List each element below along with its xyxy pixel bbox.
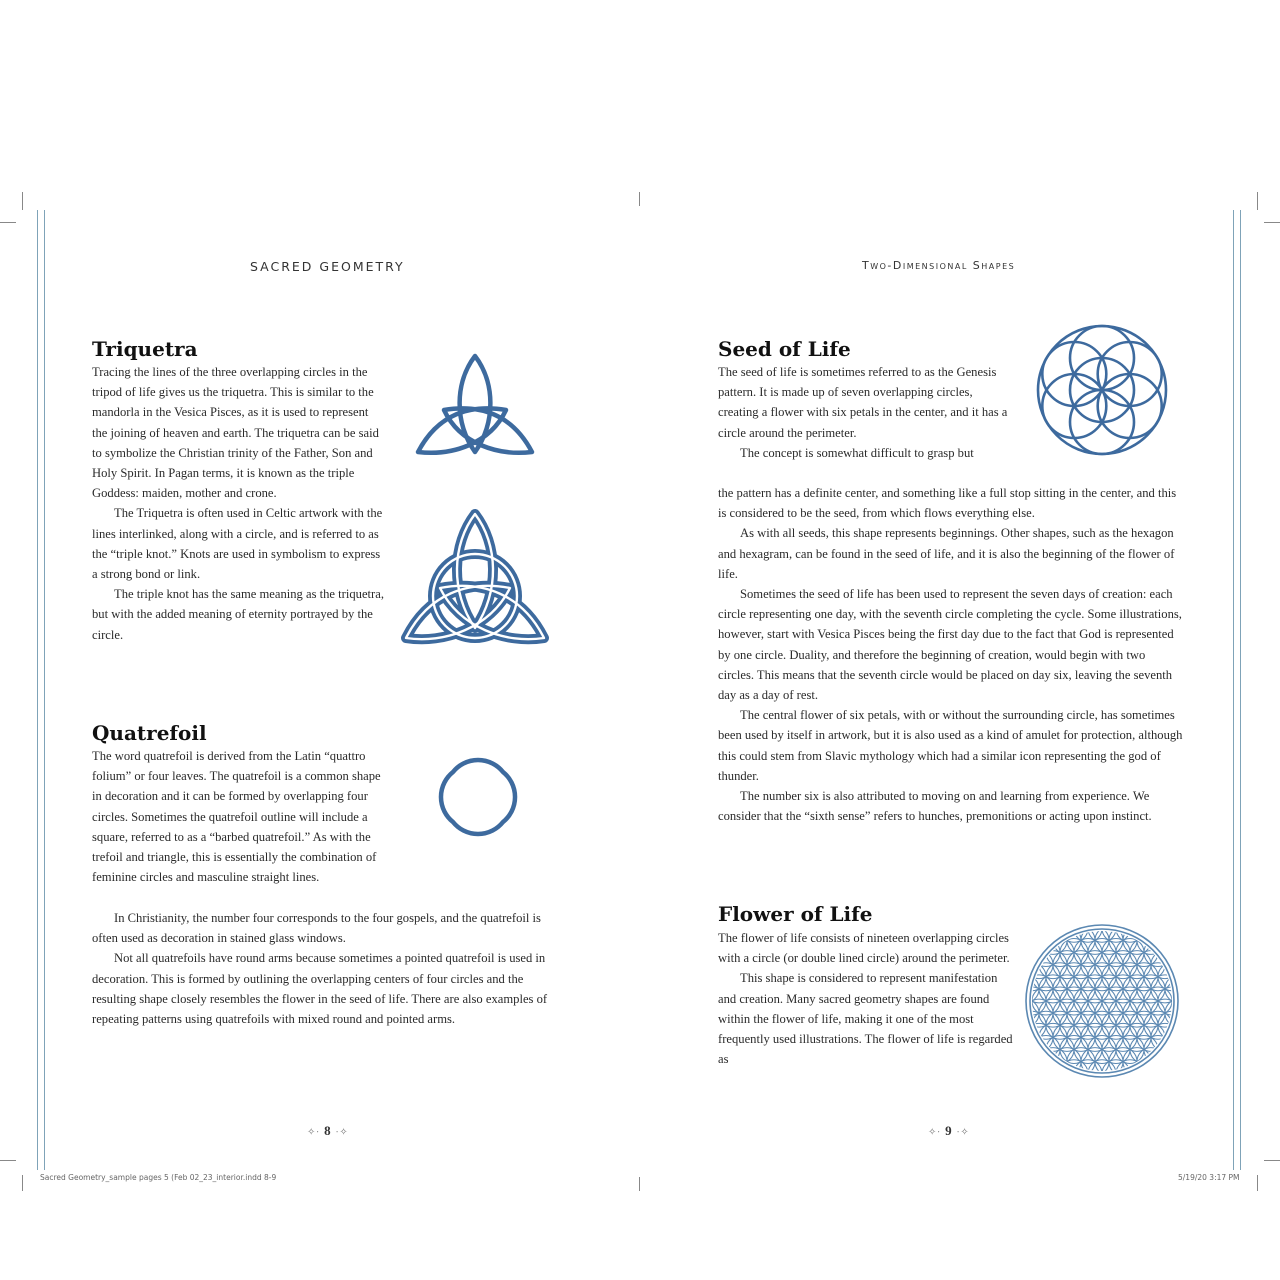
left-folio <box>307 1123 349 1139</box>
crop-mark <box>0 222 16 223</box>
lattice-circle <box>1165 999 1193 1027</box>
quatrefoil-heading: Quatrefoil <box>92 721 207 745</box>
seed-of-life-text-narrow <box>718 362 1014 463</box>
lattice-circle <box>1011 975 1039 1003</box>
quatrefoil-text-wide <box>92 908 562 1029</box>
paragraph: The triple knot has the same meaning as the triquetra, but with the added meaning of eternity portrayed by the circle. <box>92 587 384 642</box>
crop-mark <box>0 1160 16 1161</box>
paragraph: In Christianity, the number four corresponds to the four gospels, and the quatrefoil is often used as decoration in stained glass windows. <box>92 911 541 946</box>
triquetra-text <box>92 362 384 645</box>
crop-mark <box>1257 192 1258 210</box>
lattice-circle <box>1172 987 1200 1015</box>
paragraph: Not all quatrefoils have round arms because sometimes a pointed quatrefoil is used in decoration. This is formed by outlining the overlapping centers of four circles and the resulting shape closely resembles the flower in the seed of life. There are also examples of repeating patterns using quatrefoils with mixed round and pointed arms. <box>92 951 548 1027</box>
right-running-head: Two-Dimensional Shapes <box>862 259 1016 272</box>
folio-ornament-icon: ✧∙ <box>928 1127 941 1138</box>
paragraph: The seed of life is sometimes referred to as the Genesis pattern. It is made up of seven overlapping circles, creating a flower with six petals in the center, and it has a circle around the perimeter. <box>718 365 1008 440</box>
lattice-circle <box>1011 999 1039 1027</box>
page-number: 9 <box>945 1123 953 1138</box>
lattice-circle <box>1165 975 1193 1003</box>
paragraph: As with all seeds, this shape represents beginnings. Other shapes, such as the hexagon and hexagram, can be found in the seed of life, and it is also the beginning of the flower of life. <box>718 526 1175 581</box>
crop-mark <box>1264 1160 1280 1161</box>
page-number: 8 <box>324 1123 332 1138</box>
triple-knot-icon <box>400 508 550 648</box>
seed-of-life-heading: Seed of Life <box>718 337 851 361</box>
print-slug-left: Sacred Geometry_sample pages 5 (Feb 02_23_interior.indd 8-9 <box>40 1173 277 1182</box>
right-folio <box>928 1123 970 1139</box>
left-margin-rule-inner <box>44 210 45 1170</box>
paragraph: The Triquetra is often used in Celtic artwork with the lines interlinked, along with a circle, and is referred to as the “triple knot.” Knots are used in symbolism to express a strong bond or link. <box>92 506 383 582</box>
crop-mark <box>1257 1175 1258 1191</box>
triquetra-icon <box>410 352 540 462</box>
left-running-head: SACRED GEOMETRY <box>250 259 405 274</box>
paragraph: The word quatrefoil is derived from the Latin “quattro folium” or four leaves. The quatrefoil is a common shape in decoration and it can be formed by overlapping four circles. Sometimes the quatrefoil outline will include a square, referred to as a “barbed quatrefoil.” As with the trefoil and triangle, this is essentially the combination of feminine circles and masculine straight lines. <box>92 749 381 885</box>
triquetra-heading: Triquetra <box>92 337 198 361</box>
right-margin-rule-inner <box>1233 210 1234 1170</box>
crop-mark <box>22 192 23 210</box>
paragraph: This shape is considered to represent manifestation and creation. Many sacred geometry shapes are found within the flower of life, making it one of the most frequently used illustrations. The flower of life is regarded as <box>718 971 1013 1067</box>
seed-of-life-icon <box>1032 320 1172 460</box>
flower-of-life-heading: Flower of Life <box>718 902 873 926</box>
left-margin-rule-outer <box>37 210 38 1170</box>
print-slug-right: 5/19/20 3:17 PM <box>1178 1173 1240 1182</box>
right-margin-rule-outer <box>1240 210 1241 1170</box>
folio-ornament-icon: ✧∙ <box>307 1127 320 1138</box>
seed-of-life-text-wide <box>718 483 1184 826</box>
paragraph: The number six is also attributed to moving on and learning from experience. We consider that the “sixth sense” refers to hunches, premonitions or acting upon instinct. <box>718 789 1152 824</box>
flower-of-life-text <box>718 928 1014 1069</box>
paragraph: the pattern has a definite center, and something like a full stop sitting in the center, and this is considered to be the seed, from which flows everything else. <box>718 486 1177 521</box>
paragraph: The flower of life consists of nineteen overlapping circles with a circle (or double lined circle) around the perimeter. <box>718 931 1010 966</box>
paragraph: Tracing the lines of the three overlapping circles in the tripod of life gives us the triquetra. This is similar to the mandorla in the Vesica Pisces, as it is used to represent the joining of heaven and earth. The triquetra can be said to symbolize the Christian trinity of the Father, Son and Holy Spirit. In Pagan terms, it is known as the triple Goddess: maiden, mother and crone. <box>92 365 379 501</box>
folio-ornament-icon: ∙✧ <box>956 1127 970 1138</box>
folio-ornament-icon: ∙✧ <box>335 1127 349 1138</box>
quatrefoil-icon <box>408 727 548 867</box>
paragraph: The concept is somewhat difficult to grasp but <box>740 445 974 460</box>
paragraph: Sometimes the seed of life has been used to represent the seven days of creation: each circle representing one day, with the seventh circle completing the cycle. Some illustrations, however, start with Vesica Pisces being the first day due to the fact that God is represented by one circle. Duality, and therefore the beginning of creation, would begin with two circles. This means that the seventh circle would be placed on day six, leaving the seventh day as a day of rest. <box>718 587 1182 703</box>
crop-mark <box>639 1177 640 1191</box>
crop-mark <box>1264 222 1280 223</box>
crop-mark <box>22 1175 23 1191</box>
paragraph: The central flower of six petals, with or without the surrounding circle, has sometimes been used by itself in artwork, but it is also used as a kind of amulet for protection, although this could stem from Slavic mythology which had a similar icon representing the god of thunder. <box>718 708 1183 783</box>
quatrefoil-text-narrow <box>92 746 388 887</box>
crop-mark <box>639 192 640 206</box>
flower-of-life-icon <box>1022 921 1182 1081</box>
